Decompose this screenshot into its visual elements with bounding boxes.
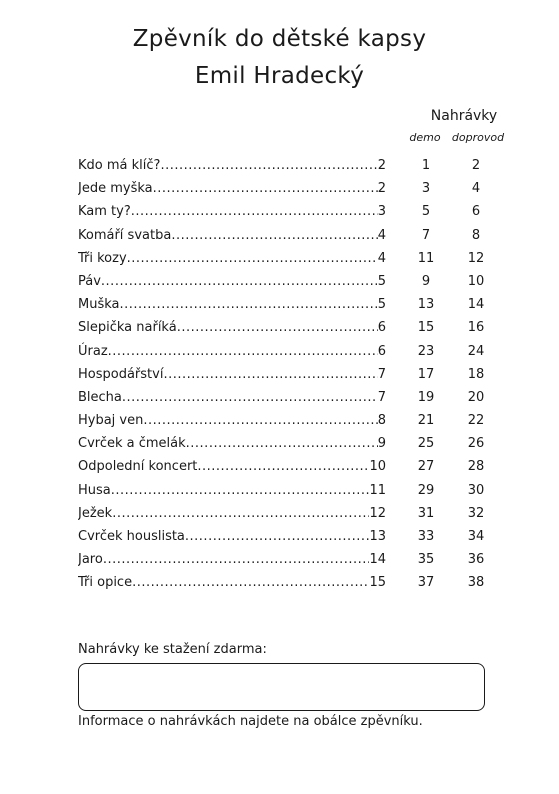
dot-leader	[163, 363, 377, 386]
page-number: 11	[369, 482, 386, 498]
page-number: 6	[377, 343, 386, 359]
accompaniment-track-number: 4	[471, 181, 481, 197]
toc-entry	[78, 525, 386, 548]
dot-leader	[160, 154, 377, 177]
page-number: 5	[377, 273, 386, 289]
accompaniment-track-number: 16	[467, 320, 485, 336]
table-of-contents	[78, 154, 518, 595]
page-number: 2	[377, 181, 386, 197]
toc-entry	[78, 224, 386, 247]
demo-track-number: 27	[417, 459, 435, 475]
recordings-info-note: Informace o nahrávkách najdete na obálce zpěvníku.	[78, 714, 423, 729]
dot-leader	[186, 432, 378, 455]
accompaniment-track-number: 6	[471, 204, 481, 220]
toc-row	[78, 177, 518, 200]
song-title: Hospodářství	[78, 366, 164, 382]
toc-entry	[78, 200, 386, 223]
demo-track-number: 23	[417, 343, 435, 359]
accompaniment-track-number: 18	[467, 366, 485, 382]
toc-entry	[78, 502, 386, 525]
accompaniment-track-number: 22	[467, 413, 485, 429]
page-number: 10	[369, 459, 386, 475]
dot-leader	[112, 502, 369, 525]
page-number: 2	[377, 158, 386, 173]
song-title: Hybaj ven	[78, 413, 144, 429]
demo-track-number: 33	[417, 529, 435, 544]
page-number: 14	[369, 552, 386, 568]
toc-row	[78, 409, 518, 432]
recordings-heading: Nahrávky	[430, 108, 498, 124]
dot-leader	[101, 270, 378, 293]
toc-entry	[78, 247, 386, 270]
toc-row	[78, 525, 518, 548]
song-title: Kdo má klíč?	[78, 158, 161, 173]
accompaniment-track-number: 2	[471, 158, 481, 173]
demo-track-number: 29	[417, 482, 435, 498]
toc-row	[78, 247, 518, 270]
dot-leader	[111, 479, 370, 502]
toc-row	[78, 154, 518, 177]
download-label: Nahrávky ke stažení zdarma:	[78, 642, 267, 657]
demo-track-number: 11	[417, 250, 435, 266]
toc-row	[78, 200, 518, 223]
toc-entry	[78, 432, 386, 455]
page-number: 4	[377, 227, 386, 243]
song-title: Cvrček a čmelák	[78, 436, 186, 452]
accompaniment-track-number: 38	[467, 575, 485, 591]
demo-track-number: 21	[417, 413, 435, 429]
dot-leader	[143, 409, 377, 432]
demo-track-number: 13	[417, 297, 435, 313]
song-title: Ježek	[78, 505, 113, 521]
toc-entry	[78, 340, 386, 363]
dot-leader	[177, 316, 378, 339]
toc-row	[78, 316, 518, 339]
dot-leader	[131, 200, 378, 223]
toc-entry	[78, 548, 386, 571]
song-title: Cvrček houslista	[78, 529, 185, 544]
dot-leader	[153, 177, 378, 200]
demo-track-number: 9	[421, 273, 431, 289]
toc-row	[78, 502, 518, 525]
song-title: Husa	[78, 482, 111, 498]
toc-row	[78, 386, 518, 409]
author-name: Emil Hradecký	[194, 63, 365, 89]
demo-track-number: 37	[417, 575, 435, 591]
accompaniment-track-number: 20	[467, 389, 485, 405]
demo-track-number: 15	[417, 320, 435, 336]
toc-row	[78, 293, 518, 316]
toc-entry	[78, 316, 386, 339]
song-title: Tři opice	[78, 575, 133, 591]
page-number: 3	[377, 204, 386, 220]
toc-entry	[78, 363, 386, 386]
accompaniment-track-number: 30	[467, 482, 485, 498]
page-number: 13	[369, 529, 386, 544]
accompaniment-track-number: 10	[467, 273, 485, 289]
accompaniment-track-number: 26	[467, 436, 485, 452]
dot-leader	[132, 571, 369, 594]
toc-entry	[78, 409, 386, 432]
accompaniment-track-number: 32	[467, 505, 485, 521]
dot-leader	[171, 224, 377, 247]
dot-leader	[197, 455, 369, 478]
page-number: 7	[377, 389, 386, 405]
accompaniment-track-number: 36	[467, 552, 485, 568]
song-title: Tři kozy	[78, 250, 127, 266]
dot-leader	[120, 293, 378, 316]
toc-row	[78, 548, 518, 571]
demo-track-number: 7	[421, 227, 431, 243]
song-title: Jede myška	[78, 181, 153, 197]
dot-leader	[185, 525, 370, 548]
page-number: 8	[377, 413, 386, 429]
dot-leader	[122, 386, 378, 409]
page-number: 12	[369, 505, 386, 521]
song-title: Slepička naříká	[78, 320, 177, 336]
song-title: Páv	[78, 273, 101, 289]
demo-track-number: 17	[417, 366, 435, 382]
song-title: Blecha	[78, 389, 122, 405]
accompaniment-track-number: 12	[467, 250, 485, 266]
toc-entry	[78, 386, 386, 409]
song-title: Jaro	[78, 552, 103, 568]
songbook-title: Zpěvník do dětské kapsy	[132, 26, 427, 52]
demo-track-number: 1	[421, 158, 431, 173]
toc-entry	[78, 571, 386, 594]
accompaniment-track-number: 24	[467, 343, 485, 359]
demo-track-number: 19	[417, 389, 435, 405]
demo-track-number: 25	[417, 436, 435, 452]
toc-row	[78, 479, 518, 502]
toc-entry	[78, 154, 386, 177]
toc-row	[78, 340, 518, 363]
accompaniment-track-number: 8	[471, 227, 481, 243]
page-number: 9	[377, 436, 386, 452]
accompaniment-track-number: 28	[467, 459, 485, 475]
page-number: 7	[377, 366, 386, 382]
accompaniment-column-label: doprovod	[451, 131, 505, 144]
demo-track-number: 3	[421, 181, 431, 197]
page-number: 5	[377, 297, 386, 313]
toc-row	[78, 432, 518, 455]
demo-track-number: 35	[417, 552, 435, 568]
toc-entry	[78, 270, 386, 293]
page-number: 4	[377, 250, 386, 266]
download-link-box[interactable]	[78, 663, 485, 711]
toc-row	[78, 363, 518, 386]
dot-leader	[108, 340, 378, 363]
song-title: Komáří svatba	[78, 227, 172, 243]
demo-track-number: 5	[421, 204, 431, 220]
dot-leader	[127, 247, 378, 270]
toc-entry	[78, 479, 386, 502]
page-number: 15	[369, 575, 386, 591]
song-title: Muška	[78, 297, 120, 313]
accompaniment-track-number: 34	[467, 529, 485, 544]
toc-entry	[78, 177, 386, 200]
toc-row	[78, 270, 518, 293]
accompaniment-track-number: 14	[467, 297, 485, 313]
song-title: Kam ty?	[78, 204, 131, 220]
song-title: Úraz	[78, 343, 108, 359]
toc-entry	[78, 293, 386, 316]
toc-entry	[78, 455, 386, 478]
page-number: 6	[377, 320, 386, 336]
toc-row	[78, 571, 518, 594]
toc-row	[78, 224, 518, 247]
song-title: Odpolední koncert	[78, 459, 198, 475]
demo-track-number: 31	[417, 505, 435, 521]
demo-column-label: demo	[409, 131, 441, 144]
dot-leader	[103, 548, 370, 571]
toc-row	[78, 455, 518, 478]
